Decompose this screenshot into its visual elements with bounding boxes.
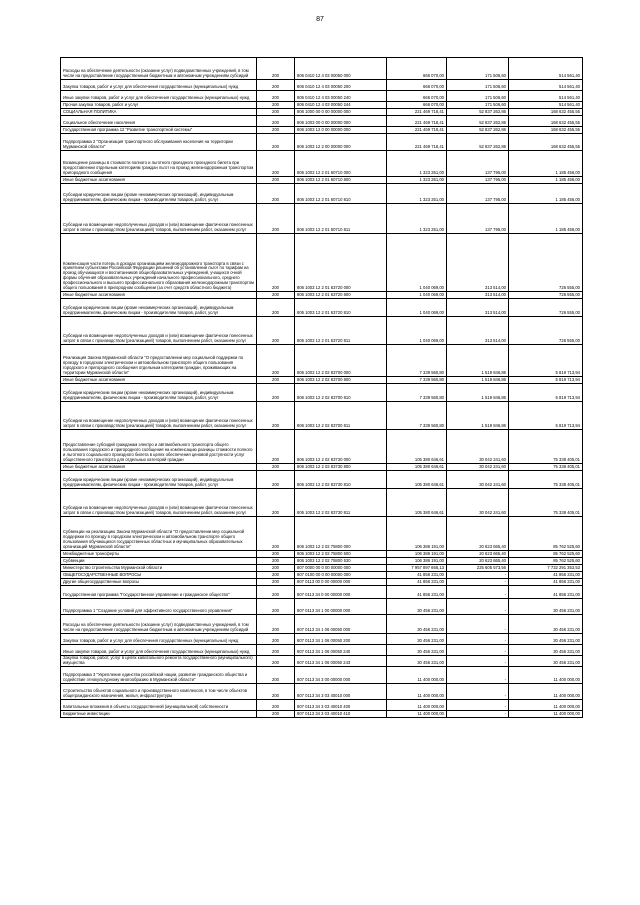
row-approved-amount: 221 469 718,41	[387, 116, 447, 127]
row-budget-code: 806 1003 12 2 02 83730 000	[295, 430, 387, 464]
row-executed-amount: 171 506,60	[447, 102, 509, 109]
row-approved-amount: 11 400 000,00	[387, 684, 447, 700]
row-executed-amount: 1 519 846,86	[447, 402, 509, 430]
row-name: Иные бюджетные ассигнования	[61, 292, 257, 299]
table-row	[61, 684, 583, 700]
row-remaining-amount: 5 819 713,94	[509, 384, 583, 402]
row-name: Строительство объектов социального и производственного комплексов, в том числе объектов общегражданского назначения, жилья, инфраструктуры	[61, 684, 257, 700]
row-name: СОЦИАЛЬНАЯ ПОЛИТИКА	[61, 109, 257, 116]
row-approved-amount: 105 380 646,61	[387, 489, 447, 517]
row-executed-amount: 1 519 846,86	[447, 377, 509, 384]
row-executed-amount: 137 795,00	[447, 151, 509, 177]
row-budget-code: 806 1003 12 2 02 75800 000	[295, 517, 387, 551]
row-budget-code: 807 0113 34 3 03 40010 400	[295, 700, 387, 711]
row-approved-amount: 11 400 000,00	[387, 700, 447, 711]
row-approved-amount: 105 380 646,61	[387, 464, 447, 471]
row-executed-amount: -	[447, 572, 509, 579]
row-executed-amount: 20 623 665,40	[447, 558, 509, 565]
row-executed-amount: -	[447, 656, 509, 667]
table-row	[61, 317, 583, 345]
row-executed-amount: -	[447, 700, 509, 711]
row-executed-amount: 137 795,00	[447, 184, 509, 204]
row-executed-amount: 52 837 262,86	[447, 116, 509, 127]
row-name: Государственная программа 12 "Развитие транспортной системы"	[61, 127, 257, 134]
row-remaining-amount: 30 456 231,00	[509, 656, 583, 667]
row-budget-code: 806 1003 12 2 01 60710 800	[295, 177, 387, 184]
row-line-code: 200	[257, 116, 295, 127]
row-line-code: 200	[257, 177, 295, 184]
row-line-code: 200	[257, 151, 295, 177]
table-row	[61, 430, 583, 464]
row-name: Социальное обеспечение населения	[61, 116, 257, 127]
row-budget-code: 806 1003 12 2 01 60710 810	[295, 184, 387, 204]
row-budget-code: 807 0113 34 3 03 40010 000	[295, 684, 387, 700]
row-approved-amount: 1 323 251,00	[387, 151, 447, 177]
row-remaining-amount: 168 632 455,55	[509, 116, 583, 127]
row-executed-amount: -	[447, 711, 509, 718]
row-approved-amount: 106 386 191,00	[387, 517, 447, 551]
row-name: Субвенции на реализацию Закона Мурманской области "О предоставлении мер социальной поддержки по проезду в городском электрическом и автомобильном транспорте общего пользования обучающихся государственных областных и муниципальных образовательных организаций Мурманской области"	[61, 517, 257, 551]
table-row	[61, 579, 583, 586]
row-approved-amount: 30 456 231,00	[387, 645, 447, 656]
row-name: Субвенции	[61, 558, 257, 565]
row-executed-amount: -	[447, 615, 509, 634]
table-row	[61, 645, 583, 656]
row-line-code: 200	[257, 489, 295, 517]
row-executed-amount: 171 506,60	[447, 91, 509, 102]
row-line-code: 200	[257, 109, 295, 116]
row-line-code: 200	[257, 572, 295, 579]
row-approved-amount: 106 386 191,00	[387, 558, 447, 565]
table-row	[61, 184, 583, 204]
row-line-code: 200	[257, 579, 295, 586]
table-row	[61, 109, 583, 116]
row-name: Подпрограмма 1 "Создание условий для эффективного государственного управления"	[61, 599, 257, 615]
row-approved-amount: 1 040 069,00	[387, 234, 447, 292]
row-approved-amount: 7 957 897 666,13	[387, 565, 447, 572]
row-approved-amount: 1 323 251,00	[387, 177, 447, 184]
row-name: ОБЩЕГОСУДАРСТВЕННЫЕ ВОПРОСЫ	[61, 572, 257, 579]
table-row	[61, 116, 583, 127]
row-approved-amount: 7 339 560,80	[387, 345, 447, 377]
row-name: Субсидии на возмещение недополученных доходов и (или) возмещение фактически понесенных затрат в связи с производством (реализацией) товаров, выполнением работ, оказанием услуг	[61, 489, 257, 517]
row-remaining-amount: 30 456 231,00	[509, 645, 583, 656]
row-name: Капитальные вложения в объекты государственной (муниципальной) собственности	[61, 700, 257, 711]
row-line-code: 200	[257, 684, 295, 700]
table-row	[61, 572, 583, 579]
row-line-code: 200	[257, 586, 295, 599]
row-remaining-amount: 1 185 456,00	[509, 204, 583, 234]
row-line-code: 200	[257, 204, 295, 234]
table-row	[61, 586, 583, 599]
row-budget-code: 806 1003 12 2 01 60710 811	[295, 204, 387, 234]
row-budget-code: 806 1003 12 2 02 83700 000	[295, 345, 387, 377]
row-executed-amount: 20 623 665,40	[447, 551, 509, 558]
row-budget-code: 806 1003 12 0 00 00000 000	[295, 127, 387, 134]
row-executed-amount: -	[447, 579, 509, 586]
row-line-code: 200	[257, 517, 295, 551]
row-executed-amount: 171 506,60	[447, 80, 509, 91]
row-remaining-amount: 11 400 000,00	[509, 700, 583, 711]
row-remaining-amount: 1 185 456,00	[509, 151, 583, 177]
row-line-code: 200	[257, 384, 295, 402]
row-line-code: 200	[257, 184, 295, 204]
table-row	[61, 80, 583, 91]
row-budget-code: 806 1003 12 2 02 83700 800	[295, 377, 387, 384]
row-name: Закупка товаров, работ, услуг в целях капитального ремонта государственного (муниципального) имущества	[61, 656, 257, 667]
row-name: Закупка товаров, работ и услуг для обеспечения государственных (муниципальных) нужд	[61, 634, 257, 645]
row-remaining-amount: 514 561,40	[509, 80, 583, 91]
row-remaining-amount: 41 856 231,00	[509, 586, 583, 599]
row-budget-code: 806 1003 12 2 01 63720 000	[295, 234, 387, 292]
row-name: Подпрограмма 2 "Организация транспортного обслуживания населения на территории Мурманской области"	[61, 134, 257, 151]
row-remaining-amount: 168 632 455,55	[509, 134, 583, 151]
row-name: Прочая закупка товаров, работ и услуг	[61, 102, 257, 109]
row-approved-amount: 221 469 718,41	[387, 109, 447, 116]
row-line-code: 200	[257, 599, 295, 615]
row-approved-amount: 666 070,00	[387, 80, 447, 91]
row-line-code: 200	[257, 711, 295, 718]
row-executed-amount: 225 605 573,56	[447, 565, 509, 572]
row-budget-code: 806 0410 12 4 03 00050 240	[295, 91, 387, 102]
table-row	[61, 127, 583, 134]
table-row	[61, 565, 583, 572]
row-line-code: 200	[257, 134, 295, 151]
row-executed-amount: 313 514,00	[447, 299, 509, 317]
row-remaining-amount: 41 856 231,00	[509, 572, 583, 579]
page-number: 87	[316, 16, 324, 23]
row-remaining-amount: 30 456 231,00	[509, 599, 583, 615]
row-remaining-amount: 41 856 231,00	[509, 579, 583, 586]
row-name: Субсидии на возмещение недополученных доходов и (или) возмещение фактически понесенных затрат в связи с производством (реализацией) товаров, выполнением работ, оказанием услуг	[61, 402, 257, 430]
table-row	[61, 489, 583, 517]
row-remaining-amount: 726 555,00	[509, 299, 583, 317]
row-executed-amount: 137 795,00	[447, 204, 509, 234]
row-budget-code: 807 0113 34 3 03 40010 410	[295, 711, 387, 718]
row-line-code: 200	[257, 80, 295, 91]
row-line-code: 200	[257, 551, 295, 558]
row-name: Субсидии юридическим лицам (кроме некоммерческих организаций), индивидуальным предпринимателям, физическим лицам - производителям товаров, работ, услуг	[61, 471, 257, 489]
row-budget-code: 807 0100 00 0 00 00000 000	[295, 572, 387, 579]
row-name: Другие общегосударственные вопросы	[61, 579, 257, 586]
row-executed-amount: -	[447, 667, 509, 684]
row-approved-amount: 30 456 231,00	[387, 634, 447, 645]
row-remaining-amount: 726 555,00	[509, 292, 583, 299]
row-line-code: 200	[257, 471, 295, 489]
row-budget-code: 807 0113 34 1 06 00050 243	[295, 656, 387, 667]
table-row	[61, 345, 583, 377]
row-remaining-amount: 514 561,40	[509, 58, 583, 80]
row-approved-amount: 106 386 191,00	[387, 551, 447, 558]
row-budget-code: 806 1003 12 2 02 75800 500	[295, 551, 387, 558]
row-budget-code: 806 1003 12 2 02 83730 811	[295, 489, 387, 517]
row-name: Иные закупки товаров, работ и услуг для обеспечения государственных (муниципальных) нужд	[61, 91, 257, 102]
table-row	[61, 599, 583, 615]
row-remaining-amount: 30 456 231,00	[509, 615, 583, 634]
row-line-code: 200	[257, 127, 295, 134]
row-line-code: 200	[257, 634, 295, 645]
row-executed-amount: -	[447, 634, 509, 645]
row-remaining-amount: 5 819 713,94	[509, 377, 583, 384]
table-row	[61, 634, 583, 645]
row-line-code: 200	[257, 565, 295, 572]
row-approved-amount: 1 323 251,00	[387, 184, 447, 204]
row-remaining-amount: 75 338 405,01	[509, 464, 583, 471]
row-line-code: 200	[257, 317, 295, 345]
row-approved-amount: 666 070,00	[387, 91, 447, 102]
row-approved-amount: 41 856 231,00	[387, 586, 447, 599]
row-approved-amount: 7 339 560,80	[387, 384, 447, 402]
row-approved-amount: 1 040 069,00	[387, 292, 447, 299]
row-name: Возмещение разницы в стоимости полного и льготного проездного проездного билета при предоставлении отдельным категориям граждан льгот на проезд железнодорожным транспортом пригородного сообщения	[61, 151, 257, 177]
row-name: Иные бюджетные ассигнования	[61, 464, 257, 471]
row-budget-code: 806 1003 12 2 01 60710 000	[295, 151, 387, 177]
row-budget-code: 807 0113 34 3 00 00000 000	[295, 667, 387, 684]
row-name: Субсидии на возмещение недополученных доходов и (или) возмещение фактически понесенных затрат в связи с производством (реализацией) товаров, выполнением работ, оказанием услуг	[61, 317, 257, 345]
table-row	[61, 667, 583, 684]
row-approved-amount: 30 456 231,00	[387, 599, 447, 615]
row-executed-amount: 313 514,00	[447, 292, 509, 299]
row-approved-amount: 7 339 560,80	[387, 402, 447, 430]
table-row	[61, 615, 583, 634]
row-executed-amount: 313 514,00	[447, 234, 509, 292]
budget-table	[60, 57, 583, 718]
row-remaining-amount: 75 338 405,01	[509, 430, 583, 464]
row-remaining-amount: 30 456 231,00	[509, 634, 583, 645]
table-row	[61, 464, 583, 471]
row-budget-code: 806 1003 12 2 01 63720 810	[295, 299, 387, 317]
row-budget-code: 806 1000 00 0 00 00000 000	[295, 109, 387, 116]
row-approved-amount: 7 339 560,80	[387, 377, 447, 384]
table-row	[61, 558, 583, 565]
row-approved-amount: 1 040 069,00	[387, 317, 447, 345]
table-row	[61, 551, 583, 558]
row-name: Бюджетные инвестиции	[61, 711, 257, 718]
table-row	[61, 102, 583, 109]
row-name: Иные закупки товаров, работ и услуг для обеспечения государственных (муниципальных) нужд	[61, 645, 257, 656]
row-approved-amount: 105 380 646,61	[387, 471, 447, 489]
table-row	[61, 471, 583, 489]
row-approved-amount: 221 469 718,41	[387, 134, 447, 151]
row-approved-amount: 41 856 231,00	[387, 579, 447, 586]
row-name: Субсидии юридическим лицам (кроме некоммерческих организаций), индивидуальным предпринимателям, физическим лицам - производителям товаров, работ, услуг	[61, 299, 257, 317]
row-budget-code: 806 0410 12 4 03 00050 244	[295, 102, 387, 109]
row-line-code: 200	[257, 102, 295, 109]
row-budget-code: 807 0113 34 1 06 00050 200	[295, 634, 387, 645]
row-approved-amount: 11 400 000,00	[387, 667, 447, 684]
row-approved-amount: 105 380 646,61	[387, 430, 447, 464]
row-budget-code: 806 1003 12 2 02 75800 530	[295, 558, 387, 565]
row-budget-code: 806 1003 12 2 02 83700 810	[295, 384, 387, 402]
row-budget-code: 806 0410 12 4 03 00050 200	[295, 80, 387, 91]
table-row	[61, 177, 583, 184]
row-line-code: 200	[257, 299, 295, 317]
row-line-code: 200	[257, 700, 295, 711]
row-line-code: 200	[257, 615, 295, 634]
row-executed-amount: 30 042 241,60	[447, 430, 509, 464]
row-name: Расходы на обеспечение деятельности (оказание услуг) подведомственных учреждений, в том числе на предоставление государственным бюджетным и автономным учреждениям субсидий	[61, 615, 257, 634]
row-budget-code: 806 0410 12 4 03 00050 000	[295, 58, 387, 80]
row-executed-amount: -	[447, 586, 509, 599]
table-row	[61, 656, 583, 667]
row-remaining-amount: 85 762 525,60	[509, 517, 583, 551]
row-budget-code: 806 1003 12 2 01 63720 800	[295, 292, 387, 299]
row-budget-code: 806 1003 12 2 02 83730 800	[295, 464, 387, 471]
table-row	[61, 299, 583, 317]
row-executed-amount: 30 042 241,60	[447, 471, 509, 489]
row-name: Предоставление субсидий гражданам электро и автомобильного транспорта общего пользования городского и пригородного сообщения на компенсацию разницы стоимости полного и льготного социального проездного билета в целях обеспечения ценовой доступности услуг общественного транспорта для отдельных категорий граждан	[61, 430, 257, 464]
row-remaining-amount: 168 632 455,55	[509, 127, 583, 134]
row-name: Компенсация части потерь в доходах организациям железнодорожного транспорта в связи с принятием субъектами Российской Федерации решений об установлении льгот по тарифам на проезд обучающихся и воспитанников общеобразовательных учреждений, учащихся очной формы обучения образовательных учреждений начального профессионального, среднего профессионального и высшего профессионального образования железнодорожным транспортом общего пользования в пригородном сообщении (за счет средств областного бюджета)	[61, 234, 257, 292]
row-executed-amount: 52 837 262,86	[447, 134, 509, 151]
row-budget-code: 807 0113 34 1 06 00050 240	[295, 645, 387, 656]
row-executed-amount: -	[447, 684, 509, 700]
row-remaining-amount: 726 555,00	[509, 234, 583, 292]
row-name: Министерство строительства Мурманской области	[61, 565, 257, 572]
row-remaining-amount: 11 400 000,00	[509, 711, 583, 718]
row-name: Субсидии юридическим лицам (кроме некоммерческих организаций), индивидуальным предпринимателям, физическим лицам - производителям товаров, работ, услуг	[61, 384, 257, 402]
row-line-code: 200	[257, 656, 295, 667]
table-row	[61, 204, 583, 234]
row-remaining-amount: 11 400 000,00	[509, 684, 583, 700]
table-row	[61, 377, 583, 384]
table-row	[61, 151, 583, 177]
row-approved-amount: 666 070,00	[387, 102, 447, 109]
row-budget-code: 806 1003 12 2 00 00000 000	[295, 134, 387, 151]
row-approved-amount: 11 400 000,00	[387, 711, 447, 718]
row-line-code: 200	[257, 464, 295, 471]
row-budget-code: 806 1003 12 2 02 83730 810	[295, 471, 387, 489]
row-approved-amount: 1 323 251,00	[387, 204, 447, 234]
row-line-code: 200	[257, 58, 295, 80]
row-remaining-amount: 168 632 455,55	[509, 109, 583, 116]
row-executed-amount: 1 519 846,86	[447, 345, 509, 377]
row-remaining-amount: 1 185 456,00	[509, 177, 583, 184]
table-row	[61, 384, 583, 402]
table-body	[61, 58, 583, 718]
row-executed-amount: -	[447, 599, 509, 615]
row-budget-code: 806 1003 12 2 02 83700 811	[295, 402, 387, 430]
row-approved-amount: 221 469 718,41	[387, 127, 447, 134]
row-executed-amount: 171 506,60	[447, 58, 509, 80]
row-remaining-amount: 514 561,40	[509, 91, 583, 102]
row-budget-code: 806 1003 00 0 00 00000 000	[295, 116, 387, 127]
table-row	[61, 517, 583, 551]
row-approved-amount: 1 040 069,00	[387, 299, 447, 317]
row-remaining-amount: 7 732 291 353,53	[509, 565, 583, 572]
row-name: Закупка товаров, работ и услуг для обеспечения государственных (муниципальных) нужд	[61, 80, 257, 91]
table-row	[61, 402, 583, 430]
row-executed-amount: 52 837 262,86	[447, 109, 509, 116]
row-budget-code: 807 0113 00 0 00 00000 000	[295, 579, 387, 586]
row-name: Подпрограмма 3 "Укрепление единства российской нации, развитие гражданского общества и содействие этнокультурному многообразию в Мурманской области"	[61, 667, 257, 684]
row-name: Субсидии юридическим лицам (кроме некоммерческих организаций), индивидуальным предпринимателям, физическим лицам - производителям товаров, работ, услуг	[61, 184, 257, 204]
row-name: Реализация Закона Мурманской области "О предоставлении мер социальной поддержки по проезду в городском электрическом и автомобильном транспорте общего пользования городского и пригородного сообщения отдельным категориям граждан, проживающих на территории Мурманской области"	[61, 345, 257, 377]
row-line-code: 200	[257, 402, 295, 430]
row-remaining-amount: 75 338 405,01	[509, 489, 583, 517]
row-line-code: 200	[257, 645, 295, 656]
table-row	[61, 700, 583, 711]
row-budget-code: 807 0113 34 0 00 00000 000	[295, 586, 387, 599]
row-remaining-amount: 85 762 525,60	[509, 551, 583, 558]
row-name: Субсидии на возмещение недополученных доходов и (или) возмещение фактически понесенных затрат в связи с производством (реализацией) товаров, выполнением работ, оказанием услуг	[61, 204, 257, 234]
row-executed-amount: 137 795,00	[447, 177, 509, 184]
row-budget-code: 807 0000 00 0 00 00000 000	[295, 565, 387, 572]
row-executed-amount: 1 519 846,86	[447, 384, 509, 402]
row-executed-amount: 313 514,00	[447, 317, 509, 345]
row-approved-amount: 30 456 231,00	[387, 656, 447, 667]
table-row	[61, 58, 583, 80]
row-remaining-amount: 11 400 000,00	[509, 667, 583, 684]
row-line-code: 200	[257, 377, 295, 384]
row-executed-amount: -	[447, 645, 509, 656]
row-name: Иные бюджетные ассигнования	[61, 377, 257, 384]
row-remaining-amount: 5 819 713,94	[509, 345, 583, 377]
table-row	[61, 292, 583, 299]
row-remaining-amount: 75 338 405,01	[509, 471, 583, 489]
table-row	[61, 91, 583, 102]
table-row	[61, 134, 583, 151]
row-line-code: 200	[257, 345, 295, 377]
row-line-code: 200	[257, 91, 295, 102]
row-budget-code: 807 0113 34 1 00 00000 000	[295, 599, 387, 615]
row-remaining-amount: 726 555,00	[509, 317, 583, 345]
row-approved-amount: 41 856 231,00	[387, 572, 447, 579]
row-name: Иные бюджетные ассигнования	[61, 177, 257, 184]
row-executed-amount: 30 042 241,60	[447, 464, 509, 471]
row-remaining-amount: 514 561,40	[509, 102, 583, 109]
row-executed-amount: 30 042 241,60	[447, 489, 509, 517]
row-approved-amount: 30 456 231,00	[387, 615, 447, 634]
row-executed-amount: 52 837 262,86	[447, 127, 509, 134]
row-line-code: 200	[257, 234, 295, 292]
row-budget-code: 806 1003 12 2 01 63720 811	[295, 317, 387, 345]
row-line-code: 200	[257, 430, 295, 464]
table-row	[61, 234, 583, 292]
row-remaining-amount: 5 819 713,94	[509, 402, 583, 430]
table-row	[61, 711, 583, 718]
row-budget-code: 807 0113 34 1 06 00050 000	[295, 615, 387, 634]
row-name: Расходы на обеспечение деятельности (оказание услуг) подведомственных учреждений, в том числе на предоставление государственным бюджетным и автономным учреждениям субсидий	[61, 58, 257, 80]
row-line-code: 200	[257, 558, 295, 565]
row-line-code: 200	[257, 292, 295, 299]
row-name: Государственная программа "Государственное управление и гражданское общество"	[61, 586, 257, 599]
row-approved-amount: 666 070,00	[387, 58, 447, 80]
row-name: Межбюджетные трансферты	[61, 551, 257, 558]
row-remaining-amount: 1 185 456,00	[509, 184, 583, 204]
row-line-code: 200	[257, 667, 295, 684]
row-executed-amount: 20 623 665,40	[447, 517, 509, 551]
row-remaining-amount: 85 762 525,60	[509, 558, 583, 565]
